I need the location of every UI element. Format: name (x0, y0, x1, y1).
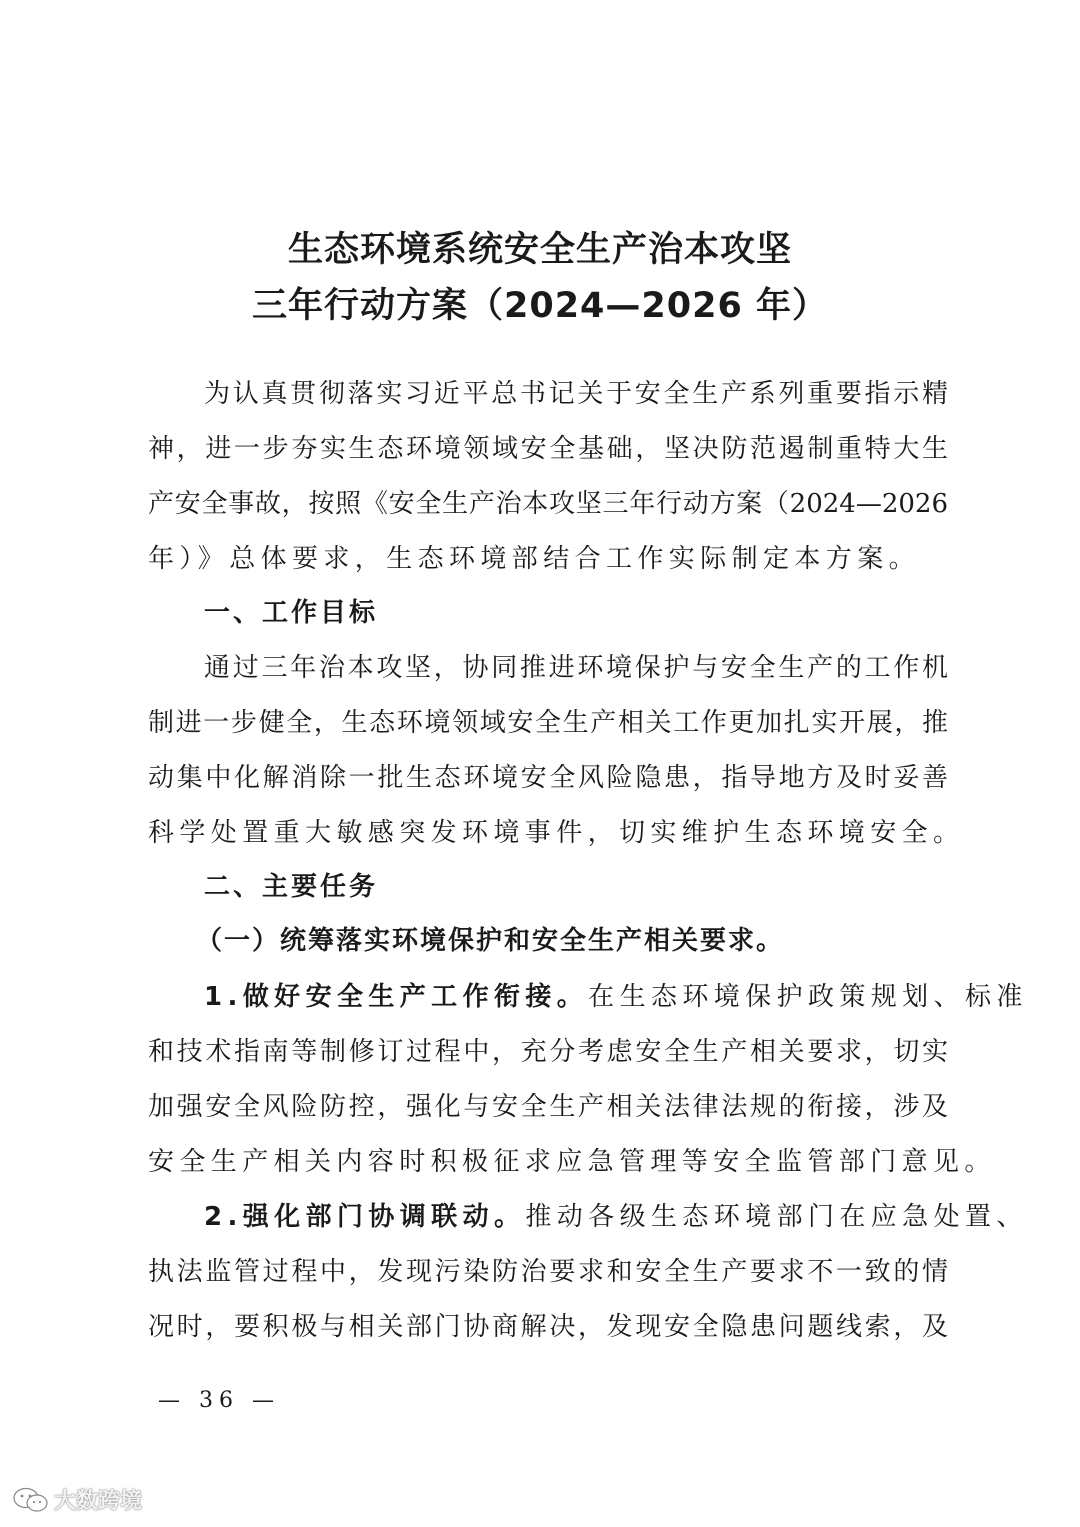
paragraph-line (204, 1201, 1028, 1233)
paragraph-line: 通过三年治本攻坚，协同推进环境保护与安全生产的工作机 (204, 653, 948, 683)
paragraph-line: 为认真贯彻落实习近平总书记关于安全生产系列重要指示精 (204, 379, 948, 409)
paragraph-line: 执法监管过程中，发现污染防治要求和安全生产要求不一致的情 (148, 1257, 948, 1287)
paragraph-line: 和技术指南等制修订过程中，充分考虑安全生产相关要求，切实 (148, 1037, 948, 1067)
paragraph-line: 安全生产相关内容时积极征求应急管理等安全监管部门意见。 (148, 1147, 996, 1177)
paragraph-line (204, 981, 1028, 1013)
paragraph-line: 加强安全风险防控，强化与安全生产相关法律法规的衔接，涉及 (148, 1092, 948, 1122)
section-heading-goals: 一、工作目标 (204, 598, 379, 628)
paragraph-line: 产安全事故，按照《安全生产治本攻坚三年行动方案（2024—2026 (148, 489, 948, 519)
task-item-1-text: 在生态环境保护政策规划、标准 (588, 982, 1028, 1012)
document-title-line-1: 生态环境系统安全生产治本攻坚 (287, 230, 792, 270)
task-item-2-text: 推动各级生态环境部门在应急处置、 (525, 1202, 1028, 1232)
paragraph-line: 科学处置重大敏感突发环境事件，切实维护生态环境安全。 (148, 818, 965, 848)
subsection-heading: （一）统筹落实环境保护和安全生产相关要求。 (196, 926, 785, 956)
document-title-line-2: 三年行动方案（2024—2026 年） (251, 286, 828, 326)
watermark (12, 1484, 142, 1515)
wechat-logo-icon (12, 1487, 50, 1513)
page-number: — 36 — (158, 1388, 280, 1413)
watermark-text: 大数跨境 (54, 1489, 143, 1514)
paragraph-line: 年）》总体要求，生态环境部结合工作实际制定本方案。 (148, 544, 921, 574)
paragraph-line: 神，进一步夯实生态环境领域安全基础，坚决防范遏制重特大生 (148, 434, 948, 464)
paragraph-line: 制进一步健全，生态环境领域安全生产相关工作更加扎实开展，推 (148, 708, 948, 738)
task-item-1-title: 1.做好安全生产工作衔接。 (204, 982, 589, 1012)
task-item-2-title: 2.强化部门协调联动。 (204, 1202, 526, 1232)
paragraph-line: 况时，要积极与相关部门协商解决，发现安全隐患问题线索，及 (148, 1312, 948, 1342)
paragraph-line: 动集中化解消除一批生态环境安全风险隐患，指导地方及时妥善 (148, 763, 948, 793)
section-heading-tasks: 二、主要任务 (204, 872, 379, 902)
